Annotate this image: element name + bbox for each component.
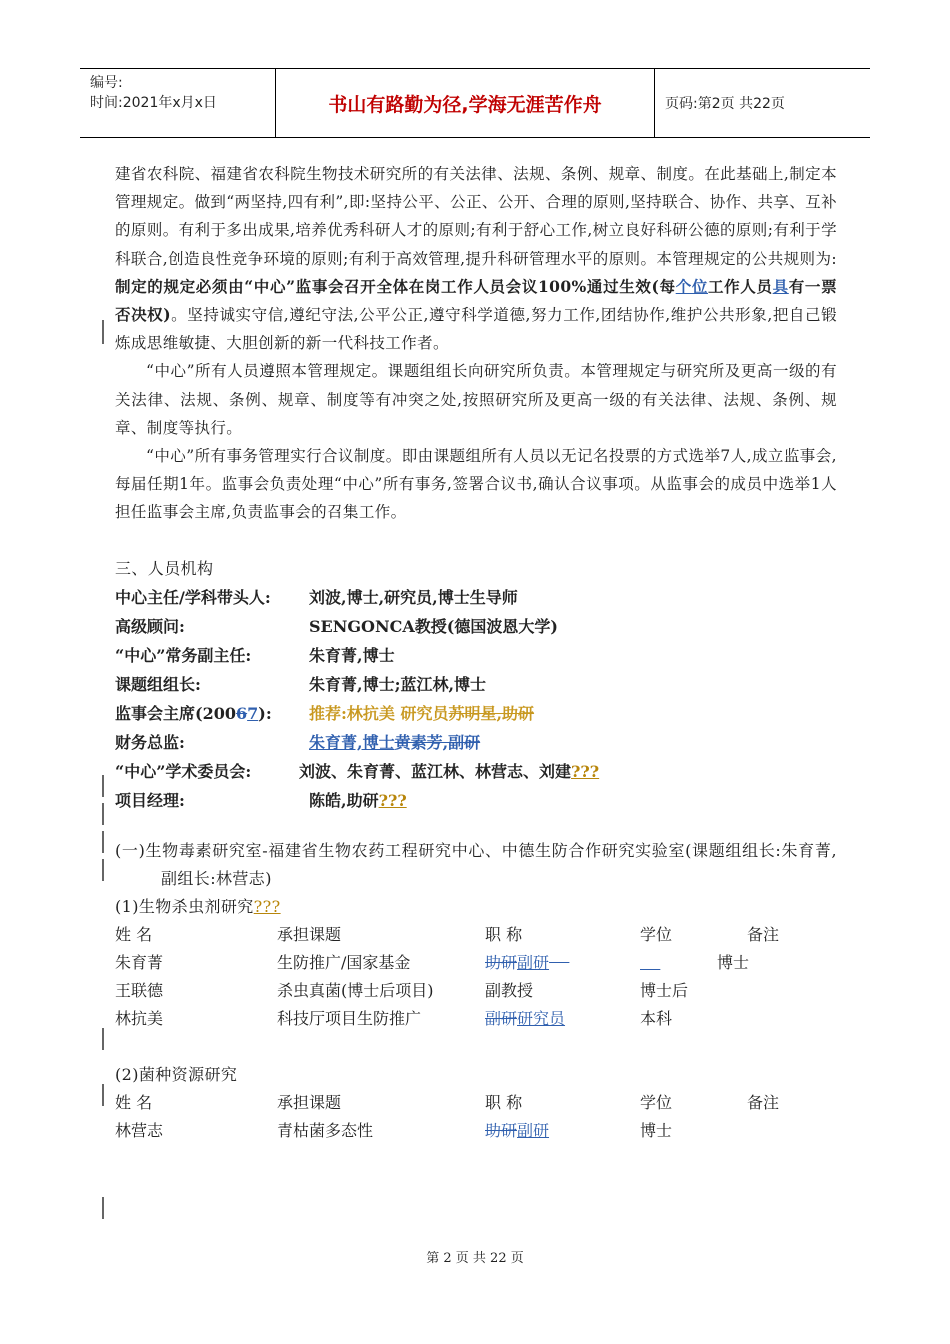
table-header: 姓 名 承担课题 职 称 学位 备注 (115, 924, 780, 944)
revision-bar (102, 1028, 104, 1050)
table-row: 林抗美 科技厅项目生防推广 副研研究员 本科 (115, 1008, 673, 1028)
manager-row: 项目经理: 陈皓,助研??? (115, 790, 407, 810)
revision-bar (102, 320, 104, 344)
section-title: 三、人员机构 (115, 558, 214, 578)
paragraph-council: “中心”所有事务管理实行合议制度。即由课题组所有人员以无记名投票的方式选举7人,成立监事会,每届任期1年。监事会负责处理“中心”所有事务,签署合议书,确认合议事项。从监事会的成员中选举1人担任监事会主席,负责监事会的召集工作。 (115, 447, 837, 522)
revision-bar (102, 831, 104, 853)
paragraph-compliance: “中心”所有人员遵照本管理规定。课题组组长向研究所负责。本管理规定与研究所及更高一级的有关法律、法规、条例、规章、制度等有冲突之处,按照研究所及更高一级的有关法律、法规、条例、规章、制度等执行。 (115, 362, 837, 437)
subgroup-title: (2)菌种资源研究 (115, 1064, 238, 1084)
paragraph-principles: 建省农科院、福建省农科院生物技术研究所的有关法律、法规、条例、规章、制度。在此基础上,制定本管理规定。做到“两坚持,四有利”,即:坚持公平、公正、公开、合理的原则,坚持联合、协作、共享、互补的原则。有利于多出成果,培养优秀科研人才的原则;有利于舒心工作,树立良好科研公德的原则;有利于学科联合,创造良性竞争环境的原则;有利于高效管理,提升科研管理水平的原则。本管理规定的公共规则为:制定的规定必须由“中心”监事会召开全体在岗工作人员会议100%通过生效(每个位工作人员具有一票否决权)。坚持诚实守信,遵纪守法,公平公正,遵守科学道德,努力工作,团结协作,维护公共形象,把自己锻炼成思维敏捷、大胆创新的新一代科技工作者。 (115, 165, 837, 353)
personnel-row: “中心”常务副主任: 朱育菁,博士 (115, 645, 395, 665)
revision-bar (102, 803, 104, 825)
table-row: 林营志 青枯菌多态性 助研副研 博士 (115, 1120, 673, 1140)
document-body (115, 160, 837, 1145)
revision-bar (102, 859, 104, 881)
revision-bar (102, 1197, 104, 1219)
finance-row: 财务总监: 朱育菁,博士黄素芳,副研 (115, 732, 481, 752)
number-label: 编号: (90, 75, 123, 91)
personnel-row: 中心主任/学科带头人: 刘波,博士,研究员,博士生导师 (115, 587, 518, 607)
page-footer: 第 2 页 共 22 页 (426, 1251, 524, 1266)
revision-bar (102, 775, 104, 797)
page-header (80, 68, 870, 138)
table-header: 姓 名 承担课题 职 称 学位 备注 (115, 1092, 780, 1112)
personnel-row: 高级顾问: SENGONCA教授(德国波恩大学) (115, 616, 558, 636)
chair-row: 监事会主席(20067): 推荐:林抗美 研究员苏明星,助研 (115, 703, 535, 723)
subgroup-title: (1)生物杀虫剂研究??? (115, 896, 281, 916)
header-page-number: 页码:第2页 共22页 (665, 96, 785, 112)
lab-title: (一)生物毒素研究室-福建省生物农药工程研究中心、中德生防合作研究实验室(课题组组长:朱育菁,副组长:林营志) (115, 840, 837, 888)
personnel-row: 课题组组长: 朱育菁,博士;蓝江林,博士 (115, 674, 487, 694)
table-row: 朱育菁 生防推广/国家基金 助研副研 博士 (115, 952, 750, 972)
revision-bar (102, 1084, 104, 1106)
header-info-cell (80, 69, 276, 137)
time-label: 时间:2021年x月x日 (90, 95, 217, 111)
table-row: 王联德 杀虫真菌(博士后项目) 副教授 博士后 (115, 980, 689, 1000)
committee-row: “中心”学术委员会: 刘波、朱育菁、蓝江林、林营志、刘建??? (115, 761, 600, 781)
header-motto: 书山有路勤为径,学海无涯苦作舟 (276, 69, 655, 137)
